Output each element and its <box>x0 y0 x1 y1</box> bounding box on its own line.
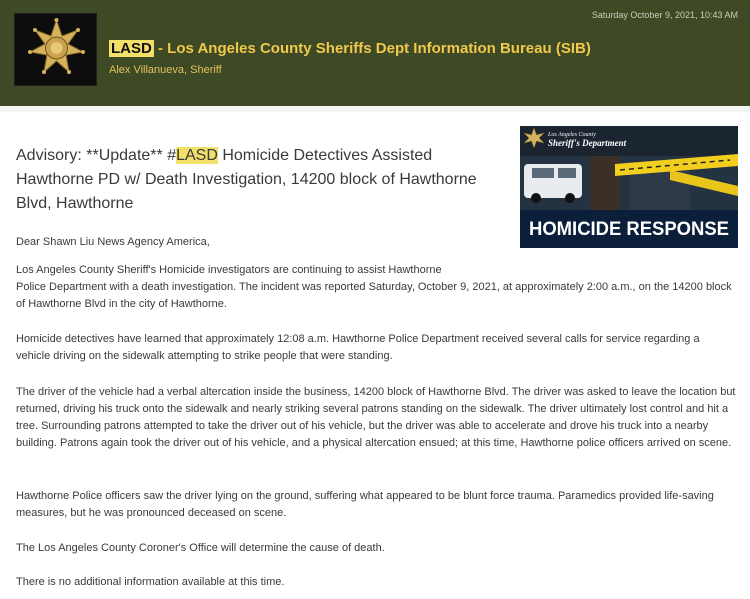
sheriff-logo <box>14 13 97 86</box>
paragraph-1 <box>16 262 736 313</box>
greeting: Dear Shawn Liu News Agency America, <box>16 236 210 248</box>
police-car-icon <box>524 164 582 203</box>
paragraph-6: There is no additional information available at this time. <box>16 576 285 588</box>
paragraph-4: Hawthorne Police officers saw the driver lying on the ground, suffering what appeared to be blunt force trauma. Paramedics provided life-saving measures, but he was pronounced deceased on scene. <box>16 490 714 519</box>
paragraph-5: The Los Angeles County Coroner's Office will determine the cause of death. <box>16 542 385 554</box>
paragraph-3: The driver of the vehicle had a verbal altercation inside the business, 14200 block of Hawthorne Blvd. The driver was asked to leave the location but returned, driving his truck onto the sidewalk and nearly striking several patrons standing on the sidewalk. The driver ultimately lost control and hit a tree. Surrounding patrons attempted to take the driver out of his vehicle, but the driver was able to accelerate and drove his truck into a nearby building. Patrons again took the driver out of his vehicle, and a physical altercation ensued; at this time, Hawthorne police officers arrived on scene. <box>16 386 736 449</box>
paragraph-1-rest: Police Department with a death investigation. The incident was reported Saturday, October 9, 2021, at approximately 2:00 a.m., on the 14200 block of Hawthorne Blvd in the city of Hawthorne. <box>16 281 732 310</box>
brand-highlight: LASD <box>111 40 152 57</box>
title-rest: Homicide Detectives Assisted Hawthorne PD w/ Death Investigation, 14200 block of Hawthorne Blvd, Hawthorne <box>16 147 477 212</box>
sheriff-star-badge-icon <box>15 14 98 87</box>
brand-rest: - Los Angeles County Sheriffs Dept Information Bureau (SIB) <box>153 40 591 57</box>
advisory-title <box>16 144 506 216</box>
paragraph-2: Homicide detectives have learned that approximately 12:08 a.m. Hawthorne Police Department received several calls for service regarding a vehicle driving on the sidewalk attempting to strike people that were standing. <box>16 333 700 362</box>
hero-brand-large: Sheriff's Department <box>548 138 627 148</box>
title-highlight: LASD <box>176 147 218 164</box>
hero-brand-small: Los Angeles County <box>548 132 596 138</box>
header-banner <box>0 0 750 106</box>
paragraph-1-line-1: Los Angeles County Sheriff's Homicide investigators are continuing to assist Hawthorne <box>16 264 442 276</box>
date-stamp: Saturday October 9, 2021, 10:43 AM <box>591 10 738 20</box>
agency-title <box>109 40 591 57</box>
title-prefix: Advisory: **Update** # <box>16 147 177 164</box>
hero-caption: HOMICIDE RESPONSE <box>529 219 729 240</box>
homicide-response-image <box>520 126 738 248</box>
header-divider <box>0 106 750 112</box>
sheriff-name: Alex Villanueva, Sheriff <box>109 64 222 76</box>
